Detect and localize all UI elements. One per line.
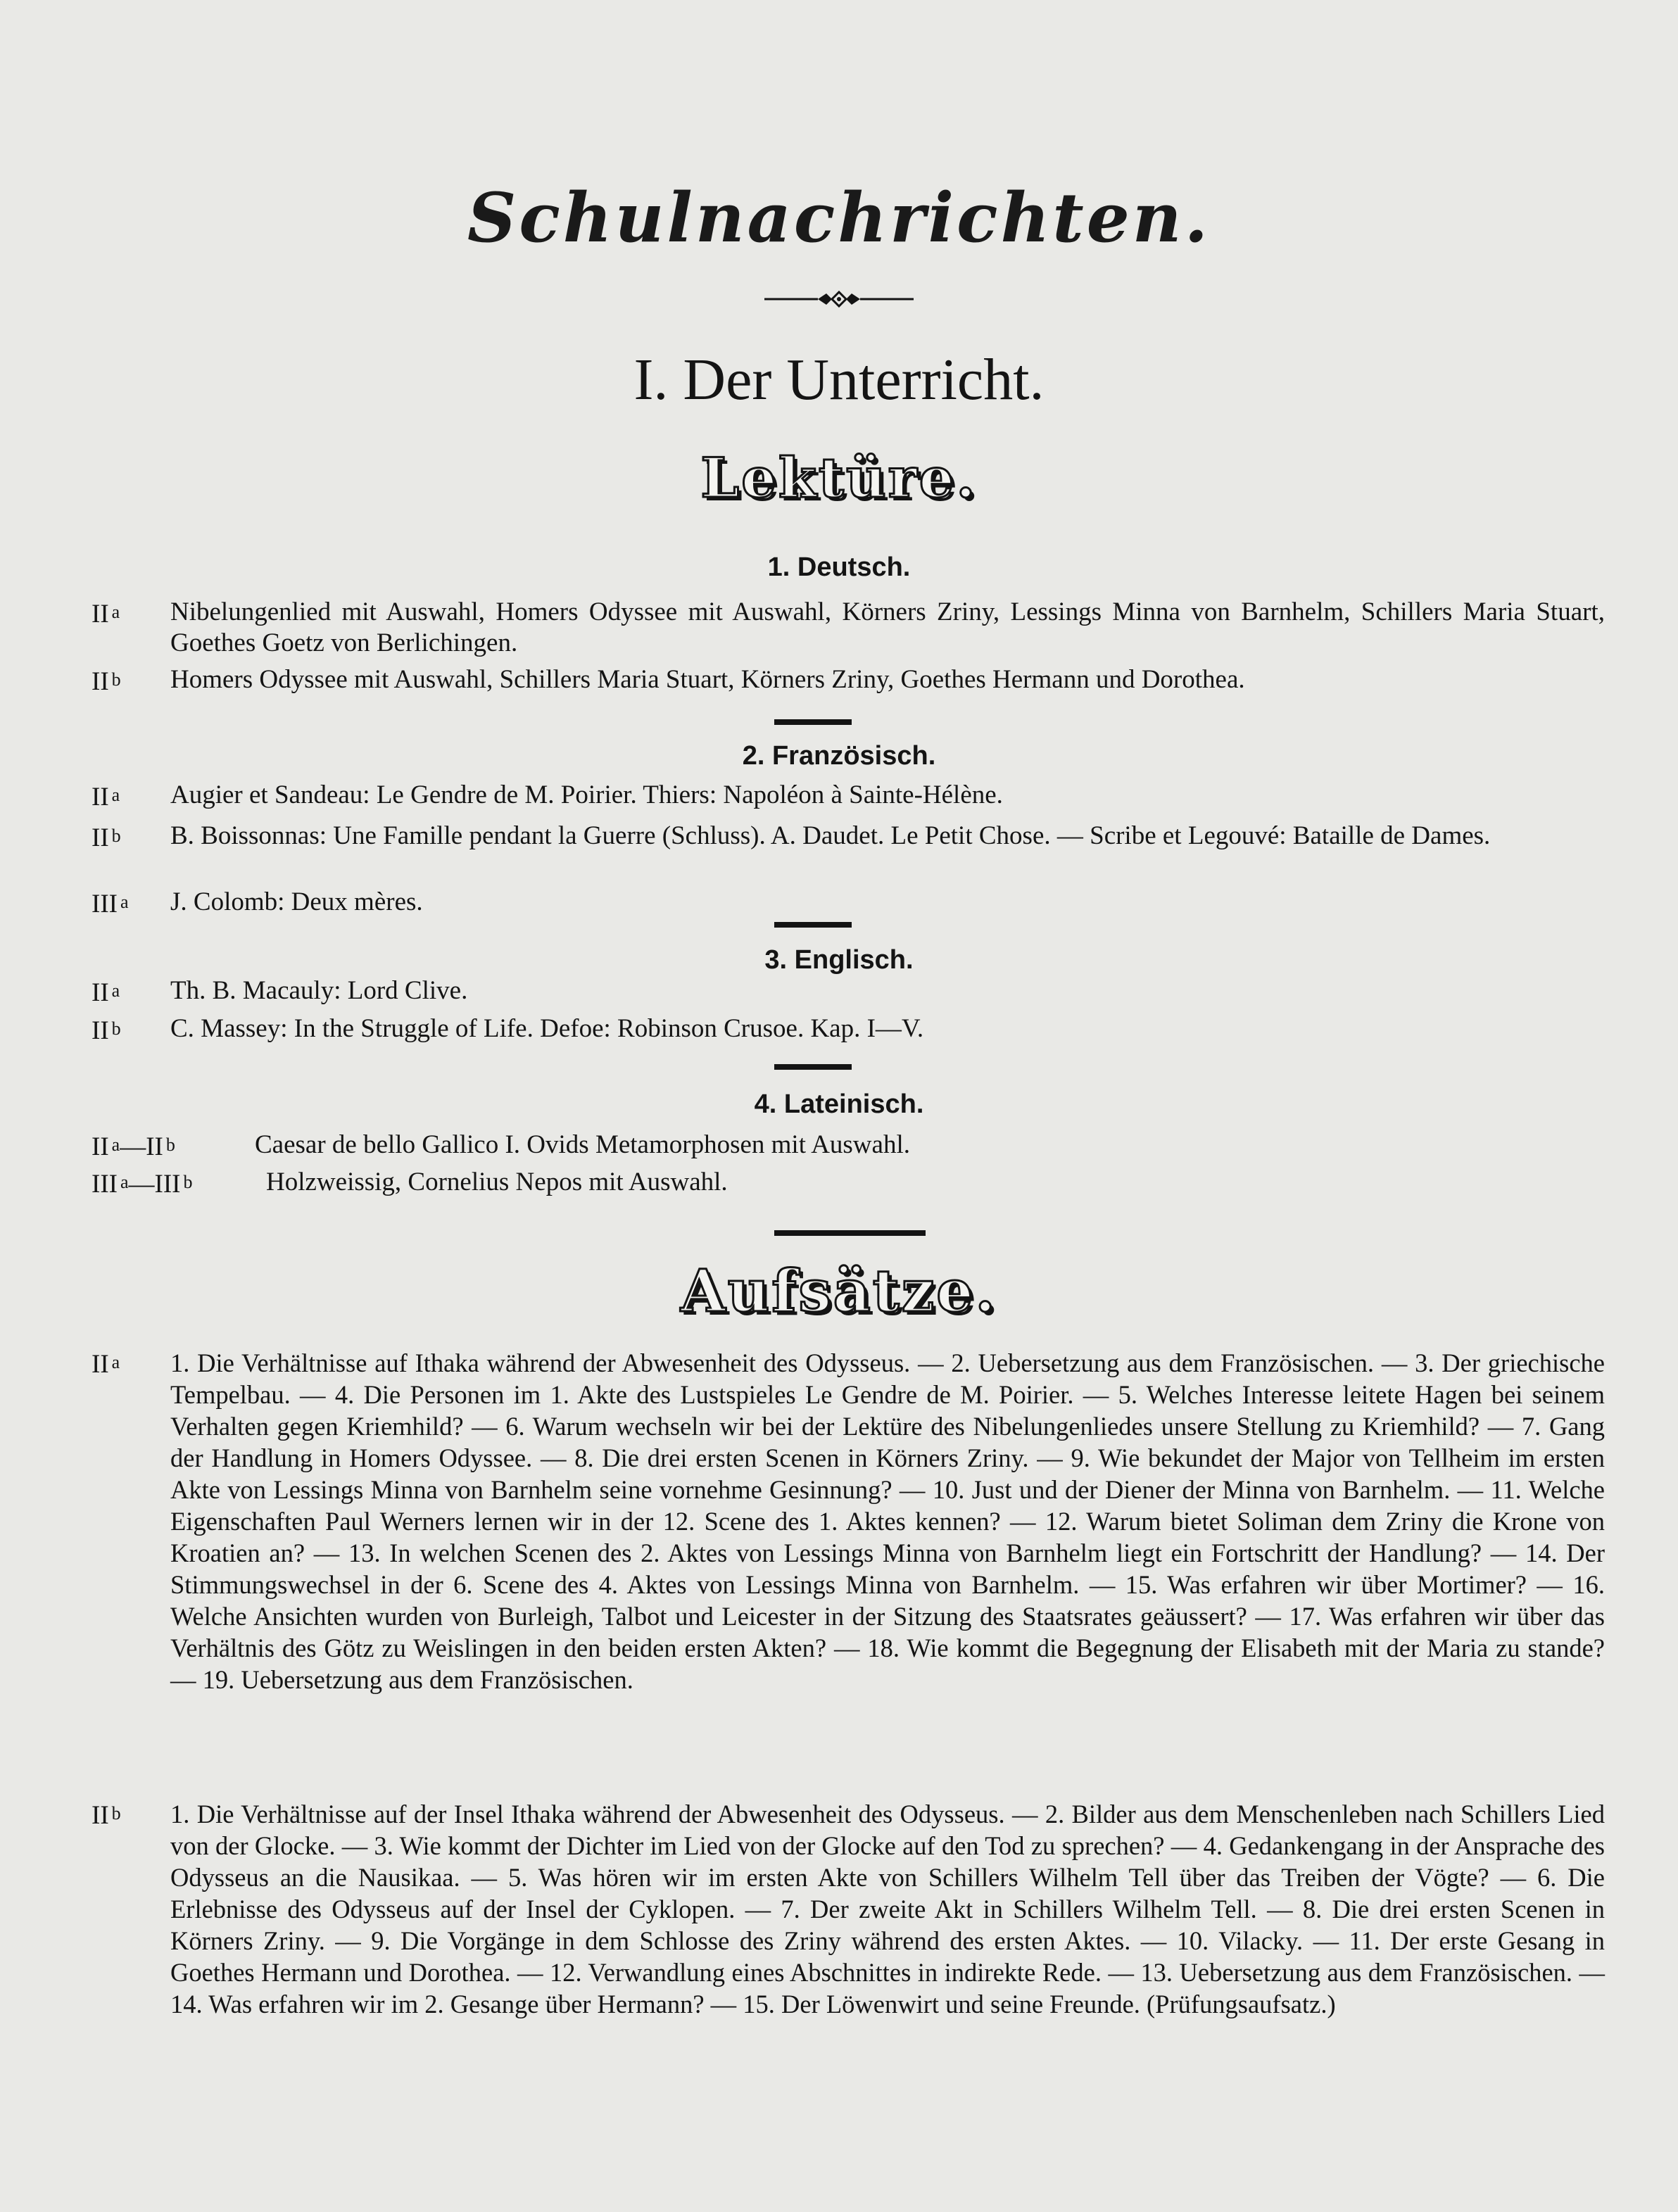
entry-text: Homers Odyssee mit Auswahl, Schillers Maria Stuart, Körners Zriny, Goethes Hermann und Dorothea. (170, 665, 1245, 694)
aufsatze-heading: Aufsätze. (681, 1258, 997, 1325)
entry-text: Nibelungenlied mit Auswahl, Homers Odyssee mit Auswahl, Körners Zriny, Lessings Minna von Barnhelm, Schillers Maria Stuart, Goethes Goetz von Berlichingen. (170, 598, 1605, 657)
separator-rule (774, 1230, 926, 1236)
class-label: II $^a$ (92, 1350, 120, 1379)
page-title: Schulnachrichten. (467, 178, 1211, 258)
section-heading: I. Der Unterricht. (633, 347, 1045, 412)
entry-text: J. Colomb: Deux mères. (170, 887, 423, 916)
class-label: III $^a$ (92, 890, 129, 918)
entry-text: 1. Die Verhältnisse auf Ithaka während der Abwesenheit des Odysseus. — 2. Uebersetzung aus dem Französischen. — 3. Der griechische Tempelbau. — 4. Die Personen im 1. Akte des Lustspieles Le Gendre de M. Poirier. — 5. Welches Interesse leitete Hagen bei seinem Verhalten gegen Kriemhild? — 6. Warum wechseln wir bei der Lektüre des Nibelungenliedes unsere Stellung zu Kriemhild? — 7. Gang der Handlung in Homers Odyssee. — 8. Die drei ersten Scenen in Körners Zriny. — 9. Wie bekundet der Major von Tellheim im ersten Akte von Lessings Minna von Barnhelm seine vornehme Gesinnung? — 10. Just und der Diener der Minna von Barnhelm. — 11. Welche Eigenschaften Paul Werners lernen wir in der 12. Scene des 1. Aktes kennen? — 12. Warum bietet Soliman dem Zriny die Krone von Kroatien an? — 13. In welchen Scenen des 2. Aktes von Lessings Minna von Barnhelm liegt ein Fortschritt der Handlung? — 14. Der Stimmungswechsel in der 6. Scene des 4. Aktes von Lessings Minna von Barnhelm. — 15. Was erfahren wir über Mortimer? — 16. Welche Ansichten wurden von Burleigh, Talbot und Leicester in der Sitzung des Staatsrates geäussert? — 17. Was erfahren wir über das Verhältnis des Götz zu Weislingen in den beiden ersten Akten? — 18. Wie kommt die Begegnung der Elisabeth mit der Maria zu stande? — 19. Uebersetzung aus dem Französischen. (170, 1348, 1605, 1694)
separator-rule (774, 1064, 852, 1070)
entry-text: B. Boissonnas: Une Famille pendant la Guerre (Schluss). A. Daudet. Le Petit Chose. — Scribe et Legouvé: Bataille de Dames. (170, 821, 1491, 850)
lekture-heading: Lektüre. (700, 446, 978, 510)
entry-text: Holzweissig, Cornelius Nepos mit Auswahl. (266, 1168, 728, 1196)
class-label: II $^b$ (92, 1016, 121, 1045)
class-label: III $^a$—III $^b$ (92, 1170, 193, 1199)
class-label: II $^b$ (92, 1801, 121, 1830)
subject-heading-franzoesisch: 2. Französisch. (742, 741, 936, 771)
decorative-divider-icon (0, 289, 1678, 317)
class-label: II $^b$ (92, 823, 121, 852)
class-label: II $^a$—II $^b$ (92, 1132, 175, 1161)
subject-heading-deutsch: 1. Deutsch. (767, 552, 911, 582)
entry-text: Th. B. Macauly: Lord Clive. (170, 976, 468, 1005)
entry-text: C. Massey: In the Struggle of Life. Defoe: Robinson Crusoe. Kap. I—V. (170, 1014, 924, 1043)
subject-heading-lateinisch: 4. Lateinisch. (754, 1089, 924, 1119)
entry-text: 1. Die Verhältnisse auf der Insel Ithaka während der Abwesenheit des Odysseus. — 2. Bilder aus dem Menschenleben nach Schillers Lied von der Glocke. — 3. Wie kommt der Dichter im Lied von der Glocke auf den Tod zu sprechen? — 4. Gedankengang in der Ansprache des Odysseus an die Nausikaa. — 5. Was hören wir im ersten Akte von Schillers Wilhelm Tell über das Treiben der Vögte? — 6. Die Erlebnisse des Odysseus auf der Insel der Cyklopen. — 7. Der zweite Akt in Schillers Wilhelm Tell. — 8. Die drei ersten Scenen in Körners Zriny. — 9. Die Vorgänge in dem Schlosse des Zriny während des ersten Aktes. — 10. Vilacky. — 11. Der erste Gesang in Goethes Hermann und Dorothea. — 12. Verwandlung eines Abschnittes in indirekte Rede. — 13. Uebersetzung aus dem Französischen. — 14. Was erfahren wir im 2. Gesange über Hermann? — 15. Der Löwenwirt und seine Freunde. (Prüfungsaufsatz.) (170, 1800, 1605, 2018)
class-label: II $^a$ (92, 978, 120, 1007)
class-label: II $^a$ (92, 783, 120, 811)
entry-text: Caesar de bello Gallico I. Ovids Metamorphosen mit Auswahl. (255, 1130, 910, 1159)
class-label: II $^a$ (92, 600, 120, 628)
entry-text: Augier et Sandeau: Le Gendre de M. Poirier. Thiers: Napoléon à Sainte-Hélène. (170, 780, 1003, 809)
class-label: II $^b$ (92, 667, 121, 696)
subject-heading-englisch: 3. Englisch. (764, 945, 914, 975)
separator-rule (774, 719, 852, 725)
separator-rule (774, 922, 852, 928)
